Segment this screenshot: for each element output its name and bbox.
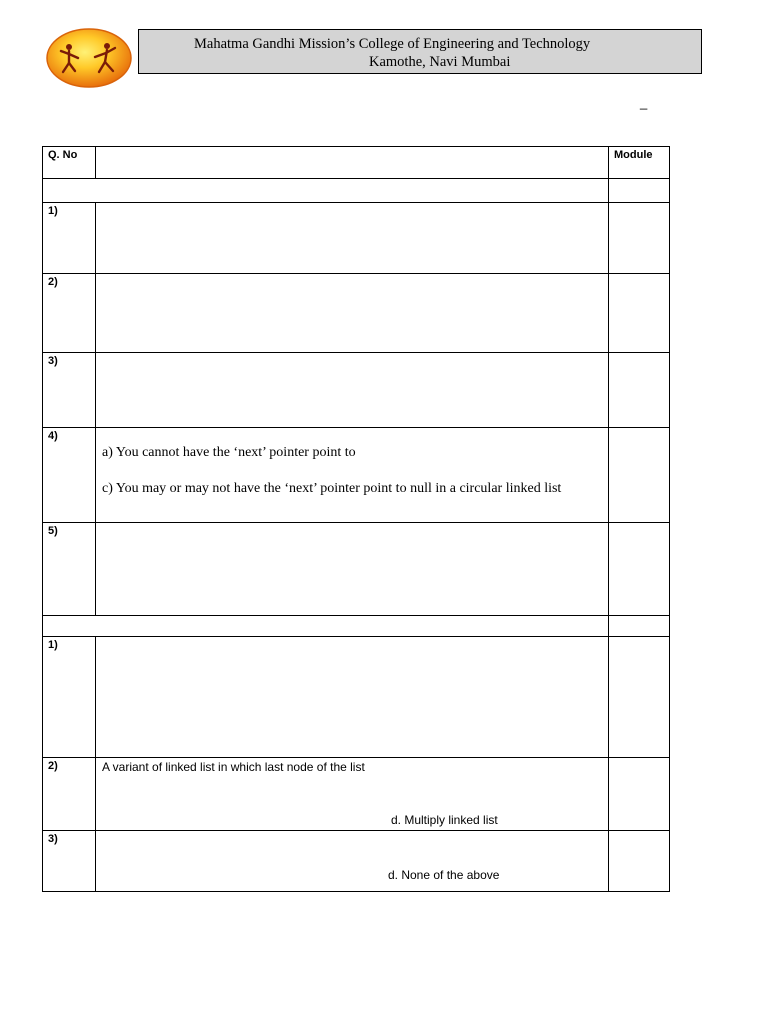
table-row (43, 637, 670, 758)
question-table (42, 146, 670, 892)
header-qno-cell (43, 147, 96, 179)
question-cell (96, 758, 609, 831)
question-cell (96, 274, 609, 353)
question-number: 1) (48, 205, 58, 217)
question-text: A variant of linked list in which last node of the list (102, 760, 365, 774)
module-cell (609, 831, 670, 892)
column-header-module: Module (614, 149, 653, 161)
section-a-row (43, 179, 670, 203)
section-b-module (609, 616, 670, 637)
question-number: 2) (48, 760, 58, 772)
option-c: c) You may or may not have the ‘next’ pointer point to null in a circular linked list (102, 481, 562, 496)
table-row (43, 758, 670, 831)
section-b-heading (43, 616, 609, 637)
section-a-module (609, 179, 670, 203)
college-location: Kamothe, Navi Mumbai (369, 54, 511, 70)
option-d: d. Multiply linked list (391, 813, 498, 827)
question-number: 3) (48, 355, 58, 367)
option-d: d. None of the above (388, 868, 500, 882)
section-a-heading (43, 179, 609, 203)
table-row (43, 831, 670, 892)
module-cell (609, 758, 670, 831)
table-row (43, 274, 670, 353)
section-b-row (43, 616, 670, 637)
module-cell (609, 428, 670, 523)
table-row (43, 353, 670, 428)
blank-mark: _ (640, 95, 648, 110)
college-header (138, 29, 702, 74)
table-row (43, 523, 670, 616)
question-cell (96, 203, 609, 274)
table-row (43, 203, 670, 274)
module-cell (609, 203, 670, 274)
option-a: a) You cannot have the ‘next’ pointer point to (102, 445, 356, 460)
question-cell (96, 428, 609, 523)
question-number: 5) (48, 525, 58, 537)
header-question-cell (96, 147, 609, 179)
question-cell (96, 831, 609, 892)
table-header-row (43, 147, 670, 179)
question-number: 3) (48, 833, 58, 845)
table-row (43, 428, 670, 523)
question-number: 1) (48, 639, 58, 651)
column-header-qno: Q. No (48, 149, 78, 161)
question-cell (96, 637, 609, 758)
module-cell (609, 523, 670, 616)
header-module-cell (609, 147, 670, 179)
question-cell (96, 353, 609, 428)
question-number: 2) (48, 276, 58, 288)
module-cell (609, 353, 670, 428)
question-cell (96, 523, 609, 616)
module-cell (609, 637, 670, 758)
college-logo (45, 27, 133, 89)
college-name: Mahatma Gandhi Mission’s College of Engineering and Technology (194, 36, 591, 52)
module-cell (609, 274, 670, 353)
question-number: 4) (48, 430, 58, 442)
